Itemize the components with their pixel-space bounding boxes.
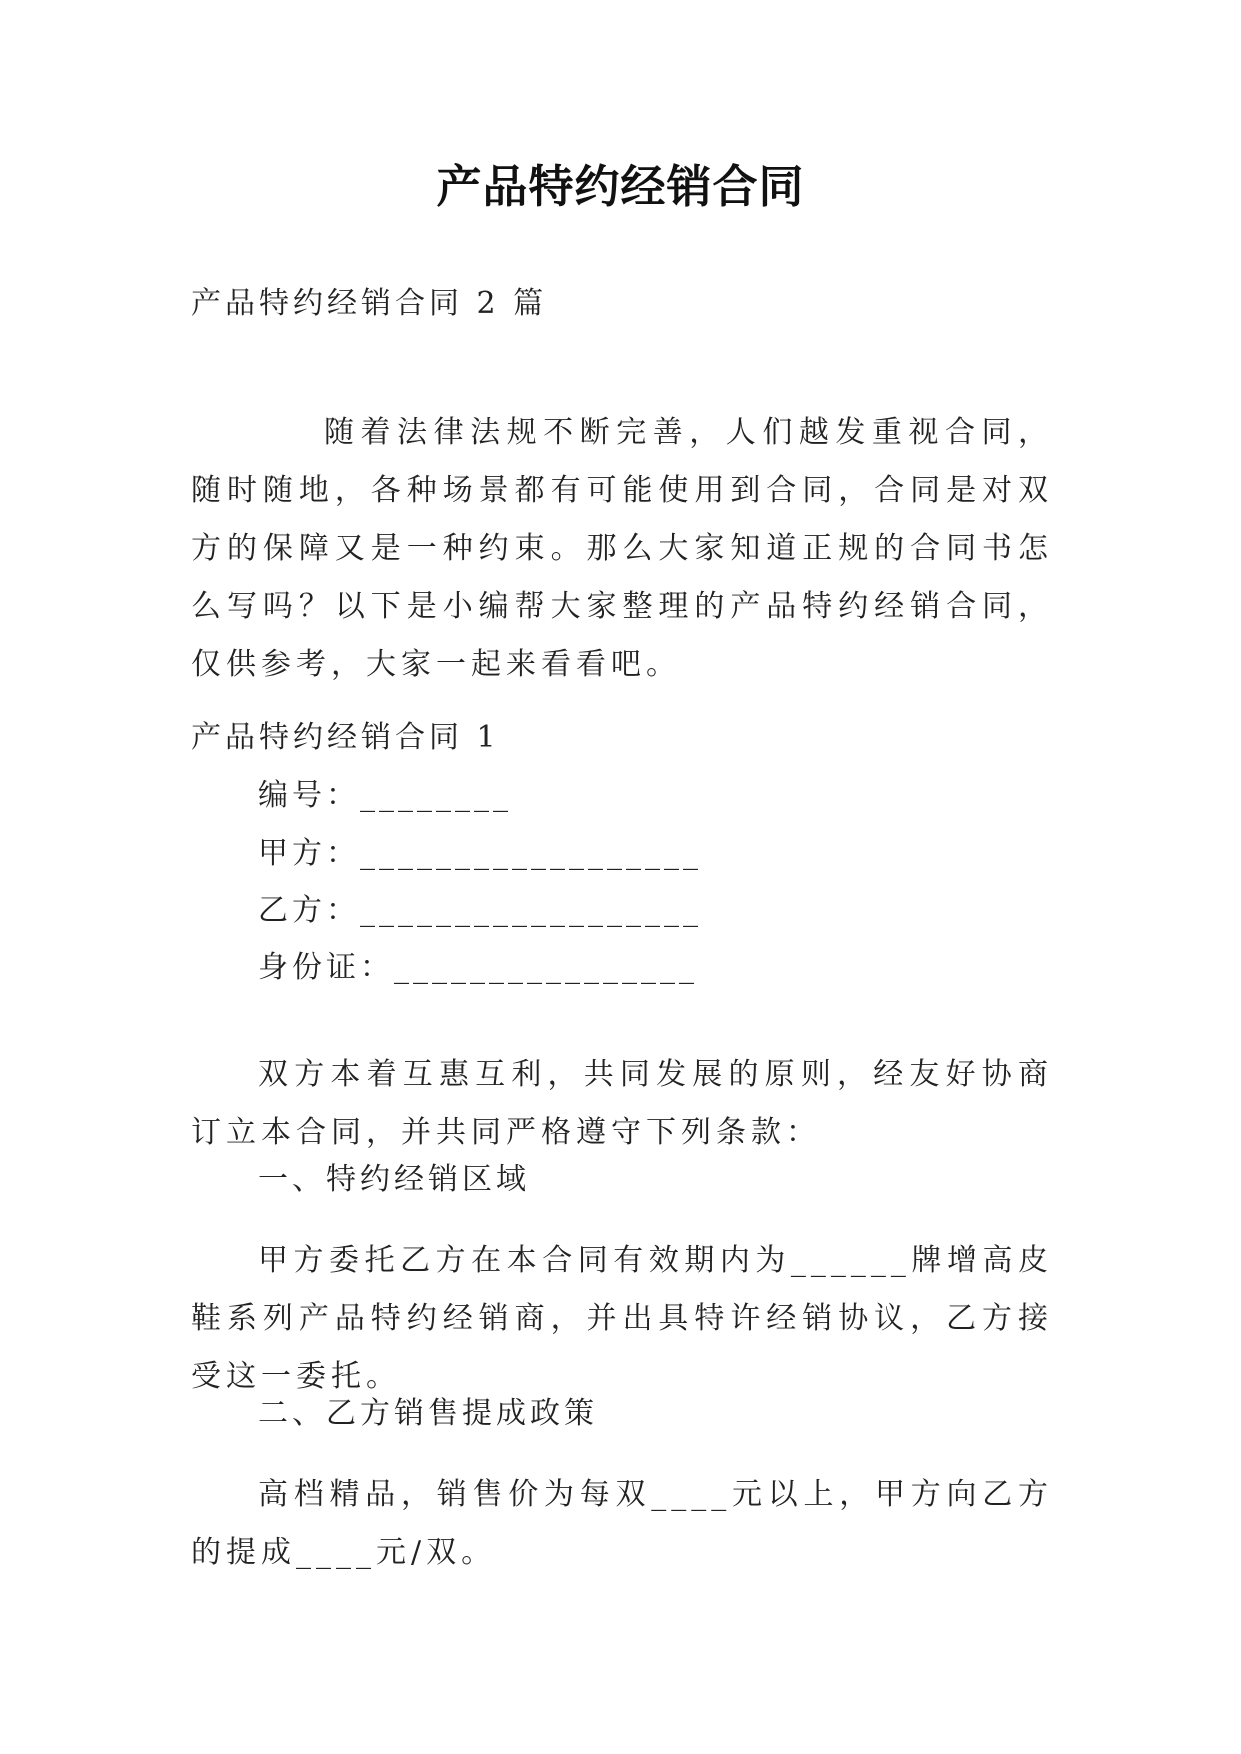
section2-body: 高档精品，销售价为每双____元以上，甲方向乙方的提成____元/双。 — [191, 1477, 1053, 1570]
terms-intro-paragraph: 双方本着互惠互利，共同发展的原则，经友好协商订立本合同，并共同严格遵守下列条款： — [191, 1057, 1053, 1150]
field-number: 编号：________ — [258, 778, 512, 813]
document-title: 产品特约经销合同 — [436, 160, 805, 213]
field-party-b: 乙方：__________________ — [258, 893, 702, 928]
section2-heading: 二、乙方销售提成政策 — [258, 1396, 598, 1431]
document-subtitle: 产品特约经销合同 2 篇 — [191, 286, 548, 321]
section1-body: 甲方委托乙方在本合同有效期内为______牌增高皮鞋系列产品特约经销商，并出具特许经销协议，乙方接受这一委托。 — [191, 1243, 1053, 1394]
contract1-heading: 产品特约经销合同 1 — [191, 720, 500, 755]
section1-heading: 一、特约经销区域 — [258, 1162, 530, 1197]
field-id-card: 身份证：________________ — [258, 950, 698, 985]
field-party-a: 甲方：__________________ — [258, 836, 702, 871]
intro-paragraph: 随着法律法规不断完善，人们越发重视合同，随时随地，各种场景都有可能使用到合同，合同是对双方的保障又是一种约束。那么大家知道正规的合同书怎么写吗？以下是小编帮大家整理的产品特约经销合同，仅供参考，大家一起来看看吧。 — [191, 415, 1053, 682]
